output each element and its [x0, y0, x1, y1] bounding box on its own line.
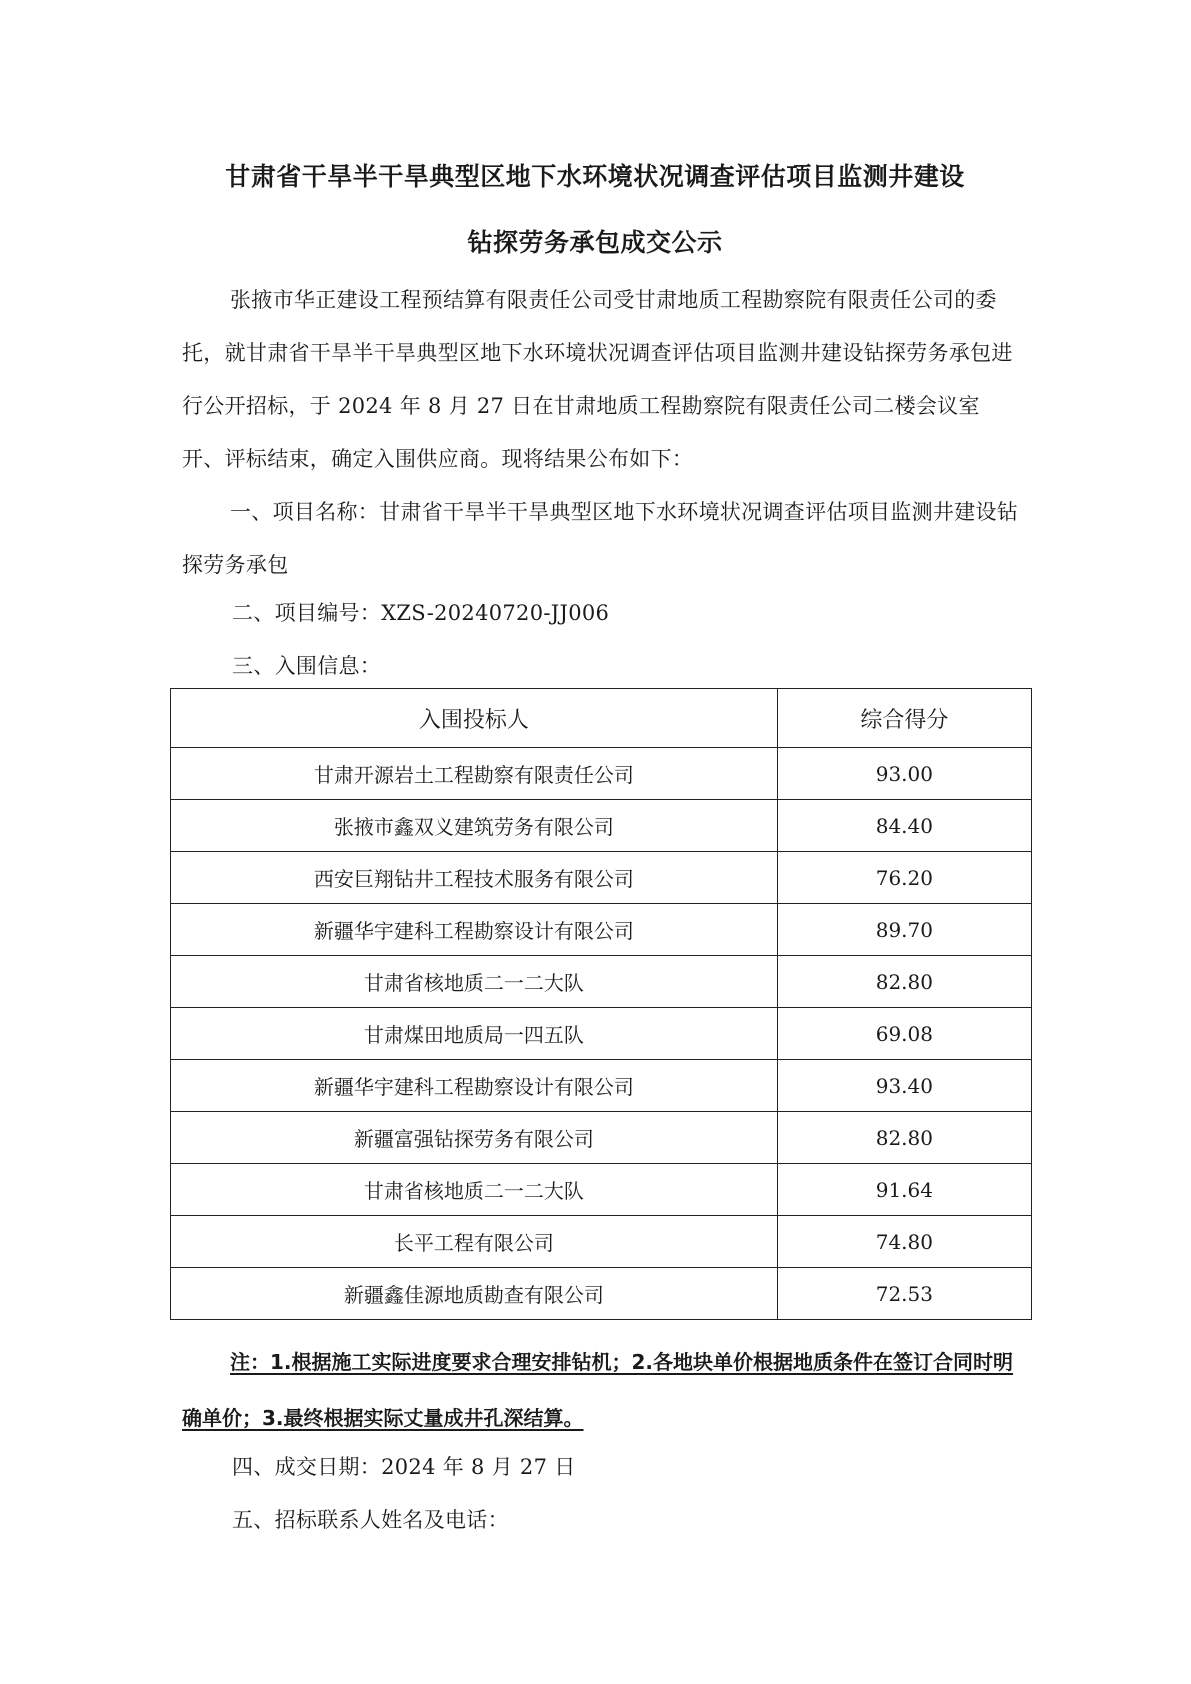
section-deal-date: 四、成交日期：2024 年 8 月 27 日: [232, 1455, 576, 1479]
bidder-name: 甘肃省核地质二一二大队: [171, 956, 778, 1008]
bidder-score: 82.80: [777, 1112, 1031, 1164]
bidder-name: 甘肃煤田地质局一四五队: [171, 1008, 778, 1060]
section-project-name: [182, 486, 1022, 592]
intro-paragraph: [182, 274, 1022, 486]
bidder-score: 69.08: [777, 1008, 1031, 1060]
bidder-name: 长平工程有限公司: [171, 1216, 778, 1268]
table-row: [171, 800, 1032, 852]
bidder-score: 76.20: [777, 852, 1031, 904]
table-row: [171, 748, 1032, 800]
intro-text: 张掖市华正建设工程预结算有限责任公司受甘肃地质工程勘察院有限责任公司的委托，就甘肃省干旱半干旱典型区地下水环境状况调查评估项目监测井建设钻探劳务承包进行公开招标，于 2024 年 8 月 27 日在甘肃地质工程勘察院有限责任公司二楼会议室开、评标结束，确定入围供应商。现将结果公布如下：: [182, 288, 1013, 471]
bidder-score: 93.40: [777, 1060, 1031, 1112]
section-contact: 五、招标联系人姓名及电话：: [232, 1508, 509, 1532]
bidder-score: 74.80: [777, 1216, 1031, 1268]
table-row: [171, 1112, 1032, 1164]
table-row: [171, 1164, 1032, 1216]
section-project-number: 二、项目编号：XZS-20240720-JJ006: [232, 601, 610, 625]
bidder-score: 91.64: [777, 1164, 1031, 1216]
table-row: [171, 1268, 1032, 1320]
document-title-line2: 钻探劳务承包成交公示: [467, 228, 723, 257]
results-table: [170, 688, 1032, 1320]
bidder-name: 新疆华宇建科工程勘察设计有限公司: [171, 1060, 778, 1112]
bidder-name: 新疆富强钻探劳务有限公司: [171, 1112, 778, 1164]
bidder-score: 82.80: [777, 956, 1031, 1008]
note-paragraph: [182, 1334, 1022, 1446]
bidder-name: 甘肃省核地质二一二大队: [171, 1164, 778, 1216]
header-score: 综合得分: [777, 689, 1031, 748]
bidder-name: 新疆华宇建科工程勘察设计有限公司: [171, 904, 778, 956]
bidder-score: 93.00: [777, 748, 1031, 800]
table-row: [171, 904, 1032, 956]
table-row: [171, 852, 1032, 904]
section-shortlist-heading: 三、入围信息：: [232, 654, 382, 678]
bidder-name: 张掖市鑫双义建筑劳务有限公司: [171, 800, 778, 852]
table-row: [171, 1216, 1032, 1268]
bidder-score: 89.70: [777, 904, 1031, 956]
section-project-name-text: 一、项目名称：甘肃省干旱半干旱典型区地下水环境状况调查评估项目监测井建设钻探劳务承包: [182, 500, 1019, 577]
bidder-score: 84.40: [777, 800, 1031, 852]
note-text: 注：1.根据施工实际进度要求合理安排钻机；2.各地块单价根据地质条件在签订合同时明确单价；3.最终根据实际丈量成井孔深结算。: [182, 1350, 1014, 1430]
table-header-row: [171, 689, 1032, 748]
bidder-score: 72.53: [777, 1268, 1031, 1320]
header-bidder: 入围投标人: [171, 689, 778, 748]
document-title-line1: 甘肃省干旱半干旱典型区地下水环境状况调查评估项目监测井建设: [225, 162, 965, 191]
bidder-name: 甘肃开源岩土工程勘察有限责任公司: [171, 748, 778, 800]
table-row: [171, 1060, 1032, 1112]
table-row: [171, 1008, 1032, 1060]
table-row: [171, 956, 1032, 1008]
bidder-name: 西安巨翔钻井工程技术服务有限公司: [171, 852, 778, 904]
bidder-name: 新疆鑫佳源地质勘查有限公司: [171, 1268, 778, 1320]
